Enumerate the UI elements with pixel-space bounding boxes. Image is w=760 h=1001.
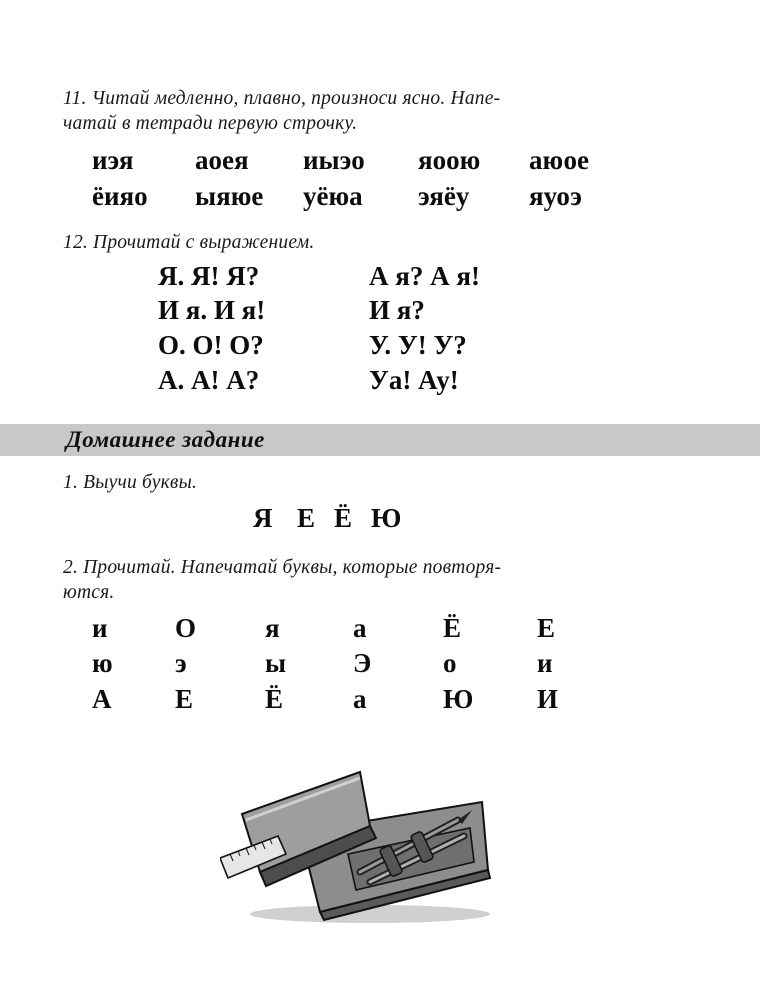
task-12-phrase: А. А! А? bbox=[158, 365, 260, 395]
task-11-instruction-line1: 11. Читай медленно, плавно, произноси ясно. Напе- bbox=[63, 88, 501, 109]
grid-letter: ю bbox=[92, 648, 113, 678]
task-11-word: иыэо bbox=[303, 145, 365, 175]
pencil-case-icon bbox=[220, 762, 505, 927]
task-11-word: уёюа bbox=[303, 181, 363, 211]
grid-letter: о bbox=[443, 648, 457, 678]
grid-letter: А bbox=[92, 684, 112, 714]
task-11-word: иэя bbox=[92, 145, 134, 175]
task-11-word: ёияо bbox=[92, 181, 148, 211]
homework-title: Домашнее задание bbox=[66, 427, 265, 452]
grid-letter: И bbox=[537, 684, 559, 714]
grid-letter: э bbox=[175, 648, 187, 678]
task-12-phrase: А я? А я! bbox=[369, 261, 480, 291]
grid-letter: а bbox=[353, 684, 367, 714]
grid-letter: Ю bbox=[443, 684, 474, 714]
homework-letter: Е bbox=[297, 503, 316, 533]
homework-letter: Я bbox=[253, 503, 273, 533]
task-12-phrase: О. О! О? bbox=[158, 330, 264, 360]
task-11-word: ыяюе bbox=[195, 181, 264, 211]
task-11-instruction-line2: чатай в тетради первую строчку. bbox=[63, 113, 358, 134]
task-12-phrase: У. У! У? bbox=[369, 330, 467, 360]
task-11-word: эяёу bbox=[418, 181, 470, 211]
grid-letter: Ё bbox=[265, 684, 284, 714]
task-12-phrase: Уа! Ау! bbox=[369, 365, 459, 395]
grid-letter: а bbox=[353, 613, 367, 643]
task-11-word: аоея bbox=[195, 145, 249, 175]
task-12-phrase: И я. И я! bbox=[158, 295, 266, 325]
grid-letter: О bbox=[175, 613, 197, 643]
grid-letter: Е bbox=[175, 684, 194, 714]
grid-letter: ы bbox=[265, 648, 287, 678]
task-11-word: аюое bbox=[529, 145, 589, 175]
grid-letter: Ё bbox=[443, 613, 462, 643]
task-12-instruction: 12. Прочитай с выражением. bbox=[63, 232, 315, 253]
grid-letter: я bbox=[265, 613, 280, 643]
task-12-phrase: И я? bbox=[369, 295, 425, 325]
task-11-word: яоою bbox=[418, 145, 481, 175]
homework-letter: Ю bbox=[371, 503, 402, 533]
homework-letter: Ё bbox=[334, 503, 353, 533]
grid-letter: Е bbox=[537, 613, 556, 643]
homework-task-2-instruction-line1: 2. Прочитай. Напечатай буквы, которые повторя- bbox=[63, 557, 502, 578]
task-11-word: яуоэ bbox=[529, 181, 582, 211]
homework-task-2-instruction-line2: ются. bbox=[63, 582, 115, 603]
task-12-phrase: Я. Я! Я? bbox=[158, 261, 260, 291]
grid-letter: и bbox=[92, 613, 108, 643]
grid-letter: и bbox=[537, 648, 553, 678]
homework-task-1-instruction: 1. Выучи буквы. bbox=[63, 472, 198, 493]
grid-letter: Э bbox=[353, 648, 372, 678]
